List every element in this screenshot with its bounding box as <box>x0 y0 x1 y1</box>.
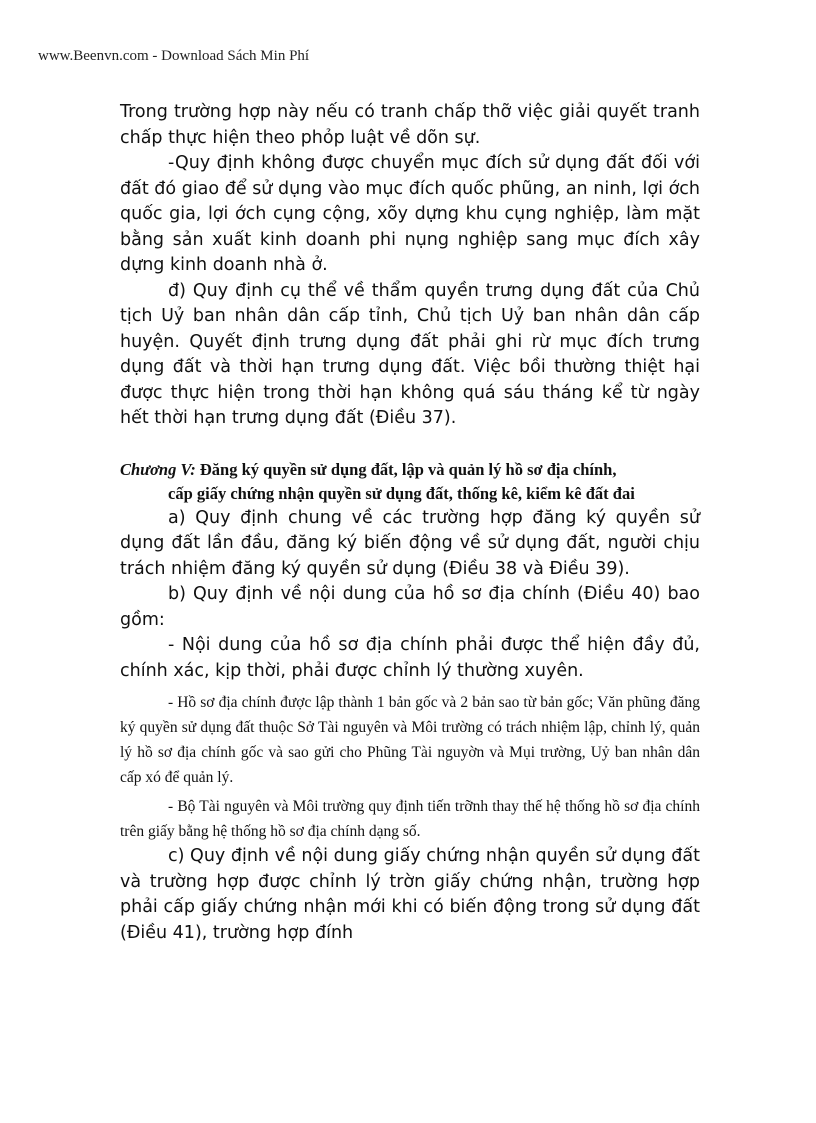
paragraph-b: b) Quy định về nội dung của hồ sơ địa chính (Điều 40) bao gồm: <box>120 584 700 630</box>
paragraph-b-item3: - Bộ Tài nguyên và Môi trường quy định tiến trỡnh thay thế hệ thống hồ sơ địa chính trên giấy bằng hệ thống hồ sơ địa chính dạng số. <box>120 798 700 840</box>
chapter-label: Chương V: <box>120 459 196 479</box>
paragraph-dispute: Trong trường hợp này nếu có tranh chấp thỡ việc giải quyết tranh chấp thực hiện theo phỏp luật về dõn sự. <box>120 102 700 148</box>
paragraph-land-use-restriction: -Quy định không được chuyển mục đích sử dụng đất đối với đất đó giao để sử dụng vào mục đích quốc phũng, an ninh, lợi ớch quốc gia, lợi ớch cụng cộng, xõy dựng khu cụng nghiệp, làm mặt bằng sản xuất kinh doanh phi nụng nghiệp sang mục đích xây dựng kinh doanh nhà ở. <box>120 153 700 275</box>
paragraph-a: a) Quy định chung về các trường hợp đăng ký quyền sử dụng đất lần đầu, đăng ký biến động về sử dụng đất, người chịu trách nhiệm đăng ký quyền sử dụng (Điều 38 và Điều 39). <box>120 507 700 579</box>
document-body <box>120 100 700 946</box>
chapter-heading <box>120 458 700 506</box>
chapter-title-line1: Đăng ký quyền sử dụng đất, lập và quản lý hồ sơ địa chính, <box>199 459 617 479</box>
paragraph-b-item2: - Hồ sơ địa chính được lập thành 1 bản gốc và 2 bản sao từ bản gốc; Văn phũng đăng ký quyền sử dụng đất thuộc Sở Tài nguyên và Môi trường có trách nhiệm lập, chỉnh lý, quản lý hồ sơ địa chính gốc và sao gửi cho Phũng Tài nguyờn và Mụi trường, Uỷ ban nhân dân cấp xó để quản lý. <box>120 694 700 786</box>
paragraph-b-item1: - Nội dung của hồ sơ địa chính phải được thể hiện đầy đủ, chính xác, kịp thời, phải được chỉnh lý thường xuyên. <box>120 635 700 681</box>
paragraph-c: c) Quy định về nội dung giấy chứng nhận quyền sử dụng đất và trường hợp được chỉnh lý trờn giấy chứng nhận, trường hợp phải cấp giấy chứng nhận mới khi có biến động trong sử dụng đất (Điều 41), trường hợp đính <box>120 846 700 943</box>
chapter-title-line2: cấp giấy chứng nhận quyền sử dụng đất, thống kê, kiểm kê đất đai <box>168 483 635 503</box>
paragraph-requisition: đ) Quy định cụ thể về thẩm quyền trưng dụng đất của Chủ tịch Uỷ ban nhân dân cấp tỉnh, Chủ tịch Uỷ ban nhân dân cấp huyện. Quyết định trưng dụng đất phải ghi rừ mục đích trưng dụng đất và thời hạn trưng dụng đất. Việc bồi thường thiệt hại được thực hiện trong thời hạn không quá sáu tháng kể từ ngày hết thời hạn trưng dụng đất (Điều 37). <box>120 280 700 428</box>
page-header: www.Beenvn.com - Download Sách Min Phí <box>38 48 310 64</box>
